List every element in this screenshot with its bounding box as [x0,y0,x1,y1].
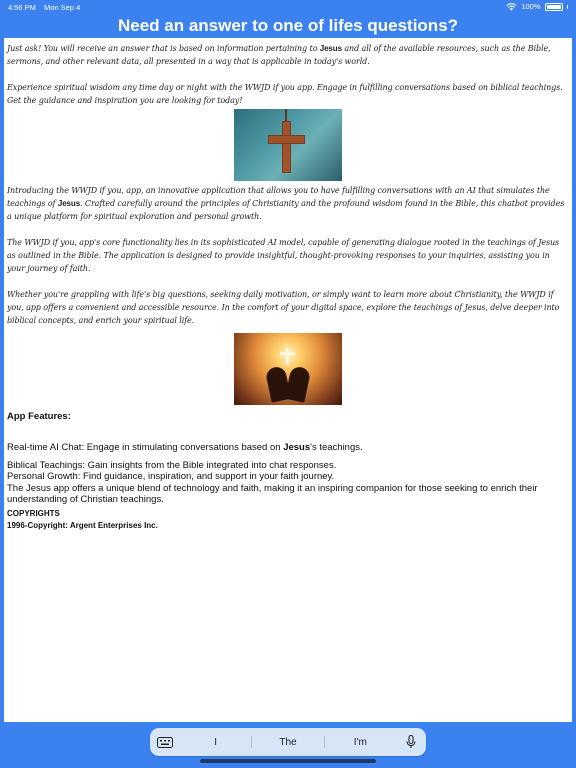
home-indicator[interactable] [200,759,376,763]
grappling-paragraph: Whether you're grappling with life's big questions, seeking daily motivation, or simply want to learn more about Christianity, the WWJD if you, app offers a convenient and accessible resource. In the comfort of your digital space, explore the teachings of Jesus, delve deeper into biblical concepts, and enrich your spiritual life. [7,290,560,325]
introducing-paragraph [7,184,569,223]
introducing-text-start: Introducing the WWJD if you, app, an innovative application that allows you to have fulfilling conversations with an AI that simulates the teachings of [7,186,550,208]
suggestion-2[interactable]: The [279,736,297,748]
feature-realtime-chat [7,442,569,454]
jesus-bold: Jesus [319,44,342,53]
suggestion-1[interactable]: I [214,736,218,748]
suggestion-3[interactable]: I'm [353,736,367,748]
keyboard-icon[interactable] [150,737,180,748]
copyrights-heading: COPYRIGHTS [7,508,60,518]
wifi-icon [506,3,517,11]
jesus-bold-3: Jesus [283,442,311,453]
copyright-line: 1996-Copyright: Argent Enterprises Inc. [7,520,158,530]
feature-biblical-teachings: Biblical Teachings: Gain insights from the Bible integrated into chat responses. [7,459,337,471]
experience-paragraph: Experience spiritual wisdom any time day or night with the WWJD if you app. Engage in fulfilling conversations based on biblical teachings. Get the guidance and inspiration you are looking for today! [7,83,563,105]
battery-percent: 100% [521,2,541,11]
praying-hands-image [234,333,342,405]
status-right [506,2,568,11]
battery-icon [545,3,563,11]
intro-text-start: Just ask! You will receive an answer that is based on information pertaining to [7,44,320,53]
right-hand [285,365,312,402]
glow-cross-horizontal [280,352,295,355]
status-time: 4:56 PM [8,3,36,12]
content-inner [4,38,572,532]
mic-icon[interactable] [396,735,426,749]
content-area[interactable] [4,38,572,722]
feature-personal-growth: Personal Growth: Find guidance, inspiration, and support in your faith journey. [7,471,335,482]
features-title: App Features: [7,411,71,422]
jesus-bold-2: Jesus [57,199,81,208]
bottom-area [0,722,576,768]
introducing-text-end: . Crafted carefully around the principles of Christianity and the profound wisdom found in the Bible, this chatbot provides a unique platform for spiritual exploration and personal growth. [7,199,565,221]
feature1-text-start: Real-time AI Chat: Engage in stimulating conversations based on [7,442,284,453]
page-title: Need an answer to one of lifes questions? [117,16,459,35]
cross-horizontal [268,135,305,144]
keyboard-suggestion-bar [150,728,426,756]
feature-summary: The Jesus app offers a unique blend of technology and faith, making it an inspiring companion for those seeking to enrich their understanding of Christian teachings. [7,482,538,505]
functionality-paragraph: The WWJD if you, app's core functionality lies in its sophisticated AI model, capable of generating dialogue rooted in the teachings of Jesus as outlined in the Bible. The application is designed to provide insightful, thought-provoking responses to your inquiries, assisting you in your journey of faith. [7,238,560,273]
intro-paragraph [7,42,569,68]
cross-vertical [282,121,291,173]
battery-tip [567,5,569,9]
status-bar [0,0,576,14]
feature1-text-end: 's teachings. [310,442,363,453]
glow-cross-vertical [286,347,289,365]
cross-image [234,109,342,181]
status-date: Mon Sep 4 [44,3,81,12]
intro-text-end: and all of the available resources, such as the Bible, sermons, and other relevant data, all presented in a way that is applicable in today's world. [7,44,551,66]
title-bar [0,14,576,38]
